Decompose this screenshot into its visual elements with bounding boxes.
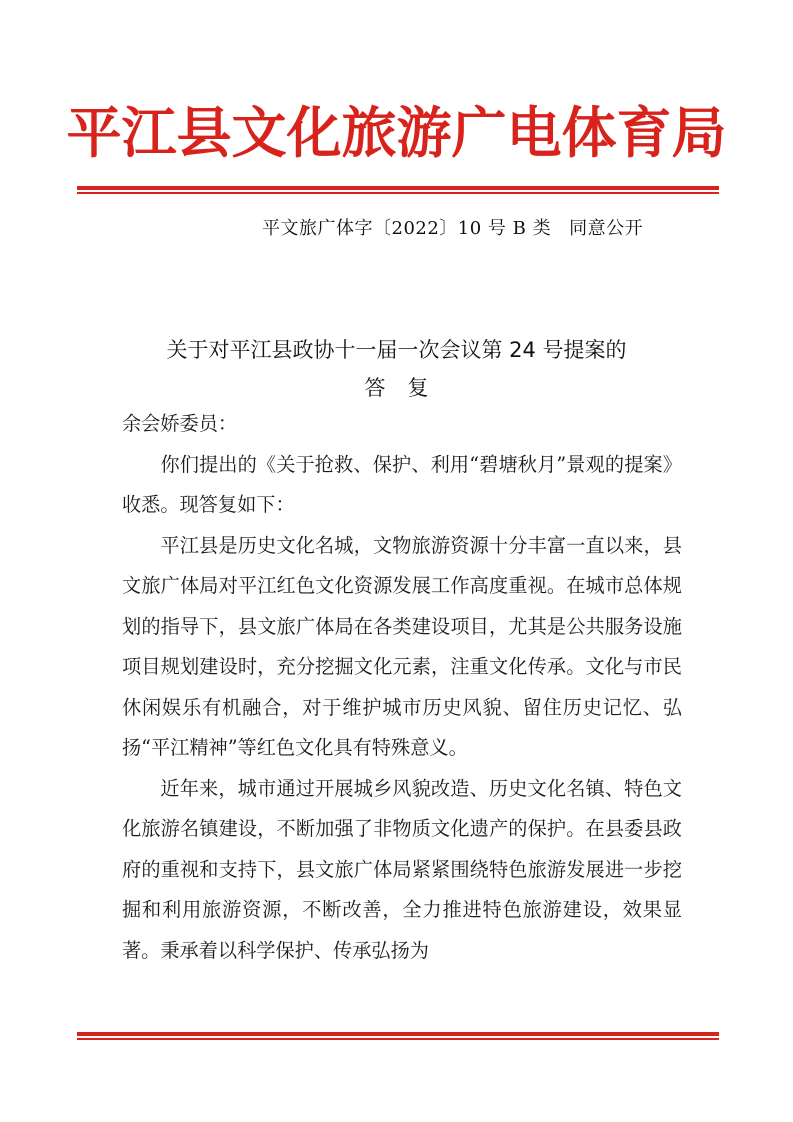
header-rule-thin bbox=[77, 192, 719, 194]
body-paragraph: 平江县是历史文化名城，文物旅游资源十分丰富一直以来，县文旅广体局对平江红色文化资源发展工作高度重视。在城市总体规划的指导下，县文旅广体局在各类建设项目，尤其是公共服务设施项目规划建设时，充分挖掘文化元素，注重文化传承。文化与市民休闲娱乐有机融合，对于维护城市历史风貌、留住历史记忆、弘扬“平江精神”等红色文化具有特殊意义。 bbox=[122, 533, 682, 759]
disclosure-status: 同意公开 bbox=[569, 218, 644, 239]
reply-title-line2: 答复 bbox=[364, 376, 451, 400]
salutation: 余会娇委员： bbox=[122, 412, 238, 435]
agency-header-title: 平江县文化旅游广电体育局 bbox=[66, 100, 727, 165]
body-paragraph: 你们提出的《关于抢救、保护、利用“碧塘秋月”景观的提案》收悉。现答复如下： bbox=[122, 452, 682, 516]
header-rule-thick bbox=[77, 186, 719, 190]
document-number-line bbox=[262, 214, 643, 240]
document-number: 平文旅广体字〔2022〕10 号 B 类 bbox=[262, 218, 552, 239]
letter-body bbox=[122, 404, 682, 971]
footer-rule-thick bbox=[77, 1032, 719, 1036]
reply-title-line1: 关于对平江县政协十一届一次会议第 24 号提案的 bbox=[166, 338, 627, 362]
footer-rule-thin bbox=[77, 1038, 719, 1040]
body-paragraph: 近年来，城市通过开展城乡风貌改造、历史文化名镇、特色文化旅游名镇建设，不断加强了非物质文化遗产的保护。在县委县政府的重视和支持下，县文旅广体局紧紧围绕特色旅游发展进一步挖掘和利用旅游资源，不断改善，全力推进特色旅游建设，效果显著。秉承着以科学保护、传承弘扬为 bbox=[122, 776, 682, 962]
